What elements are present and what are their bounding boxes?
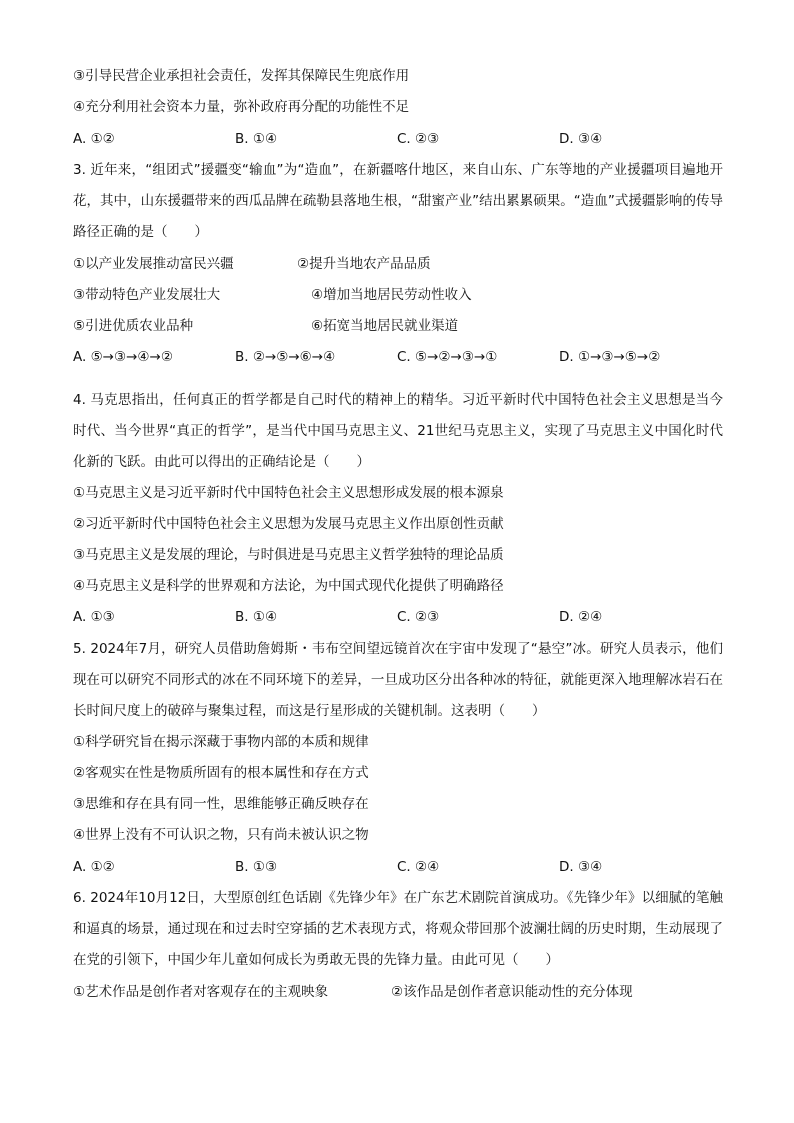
q5-item-4: ④世界上没有不可认识之物，只有尚未被认识之物	[73, 827, 369, 843]
option-b[interactable]: B. ①③	[235, 859, 278, 875]
q3-items-row-3	[73, 317, 723, 335]
q4-item-1: ①马克思主义是习近平新时代中国特色社会主义思想形成发展的根本源泉	[73, 485, 504, 501]
prev-item-4: ④充分利用社会资本力量，弥补政府再分配的功能性不足	[73, 99, 410, 115]
option-a[interactable]: A. ⑤→③→④→②	[73, 349, 173, 365]
q4-item-3: ③马克思主义是发展的理论，与时俱进是马克思主义哲学独特的理论品质	[73, 547, 504, 563]
option-b[interactable]: B. ②→⑤→⑥→④	[235, 349, 336, 365]
q6-item-2: ②该作品是创作者意识能动性的充分体现	[391, 984, 633, 1000]
option-b[interactable]: B. ①④	[235, 131, 278, 147]
q4-stem: 4. 马克思指出，任何真正的哲学都是自己时代的精神上的精华。习近平新时代中国特色社会主义思想是当今时代、当今世界“真正的哲学”，是当代中国马克思主义、21世纪马克思主义，实现了马克思主义中国化时代化新的飞跃。由此可以得出的正确结论是（ ）	[73, 392, 723, 470]
q6-stem: 6. 2024年10月12日，大型原创红色话剧《先锋少年》在广东艺术剧院首演成功。《先锋少年》以细腻的笔触和逼真的场景，通过现在和过去时空穿插的艺术表现方式，将观众带回那个波澜壮阔的历史时期，生动展现了在党的引领下，中国少年儿童如何成长为勇敢无畏的先锋力量。由此可见（ ）	[73, 890, 723, 968]
q3-stem: 3. 近年来，“组团式”援疆变“输血”为“造血”，在新疆喀什地区，来自山东、广东等地的产业援疆项目遍地开花，其中，山东援疆带来的西瓜品牌在疏勒县落地生根，“甜蜜产业”结出累累硕果。“造血”式援疆影响的传导路径正确的是（ ）	[73, 162, 723, 240]
q5-options	[73, 858, 723, 876]
q3-item-5: ⑤引进优质农业品种	[73, 318, 194, 334]
q6-item-1: ①艺术作品是创作者对客观存在的主观映象	[73, 984, 329, 1000]
q6-items-row-1	[73, 983, 723, 1001]
option-d[interactable]: D. ①→③→⑤→②	[559, 349, 661, 365]
option-a[interactable]: A. ①②	[73, 859, 115, 875]
q5-item-3: ③思维和存在具有同一性，思维能够正确反映存在	[73, 796, 369, 812]
q3-item-3: ③带动特色产业发展壮大	[73, 287, 221, 303]
option-c[interactable]: C. ②③	[397, 609, 440, 625]
q3-items-row-2	[73, 286, 723, 304]
option-b[interactable]: B. ①④	[235, 609, 278, 625]
option-c[interactable]: C. ②④	[397, 859, 440, 875]
q3-item-4: ④增加当地居民劳动性收入	[311, 287, 472, 303]
q3-items-row-1	[73, 255, 723, 273]
option-c[interactable]: C. ②③	[397, 131, 440, 147]
option-d[interactable]: D. ③④	[559, 859, 603, 875]
option-c[interactable]: C. ⑤→②→③→①	[397, 349, 498, 365]
q4-item-4: ④马克思主义是科学的世界观和方法论，为中国式现代化提供了明确路径	[73, 578, 504, 594]
option-d[interactable]: D. ③④	[559, 131, 603, 147]
option-a[interactable]: A. ①③	[73, 609, 115, 625]
q3-options	[73, 348, 723, 366]
q3-item-1: ①以产业发展推动富民兴疆	[73, 256, 234, 272]
q3-item-2: ②提升当地农产品品质	[297, 256, 431, 272]
option-d[interactable]: D. ②④	[559, 609, 603, 625]
q5-item-1: ①科学研究旨在揭示深藏于事物内部的本质和规律	[73, 734, 369, 750]
q3-item-6: ⑥拓宽当地居民就业渠道	[311, 318, 459, 334]
q5-stem: 5. 2024年7月，研究人员借助詹姆斯・韦布空间望远镜首次在宇宙中发现了“悬空”冰。研究人员表示，他们现在可以研究不同形式的冰在不同环境下的差异，一旦成功区分出各种冰的特征，就能更深入地理解冰岩石在长时间尺度上的破碎与聚集过程，而这是行星形成的关键机制。这表明（ ）	[73, 641, 723, 719]
option-a[interactable]: A. ①②	[73, 131, 115, 147]
prev-item-3: ③引导民营企业承担社会责任，发挥其保障民生兜底作用	[73, 68, 410, 84]
q5-item-2: ②客观实在性是物质所固有的根本属性和存在方式	[73, 765, 369, 781]
q4-item-2: ②习近平新时代中国特色社会主义思想为发展马克思主义作出原创性贡献	[73, 516, 504, 532]
prev-options	[73, 130, 723, 148]
q4-options	[73, 608, 723, 626]
